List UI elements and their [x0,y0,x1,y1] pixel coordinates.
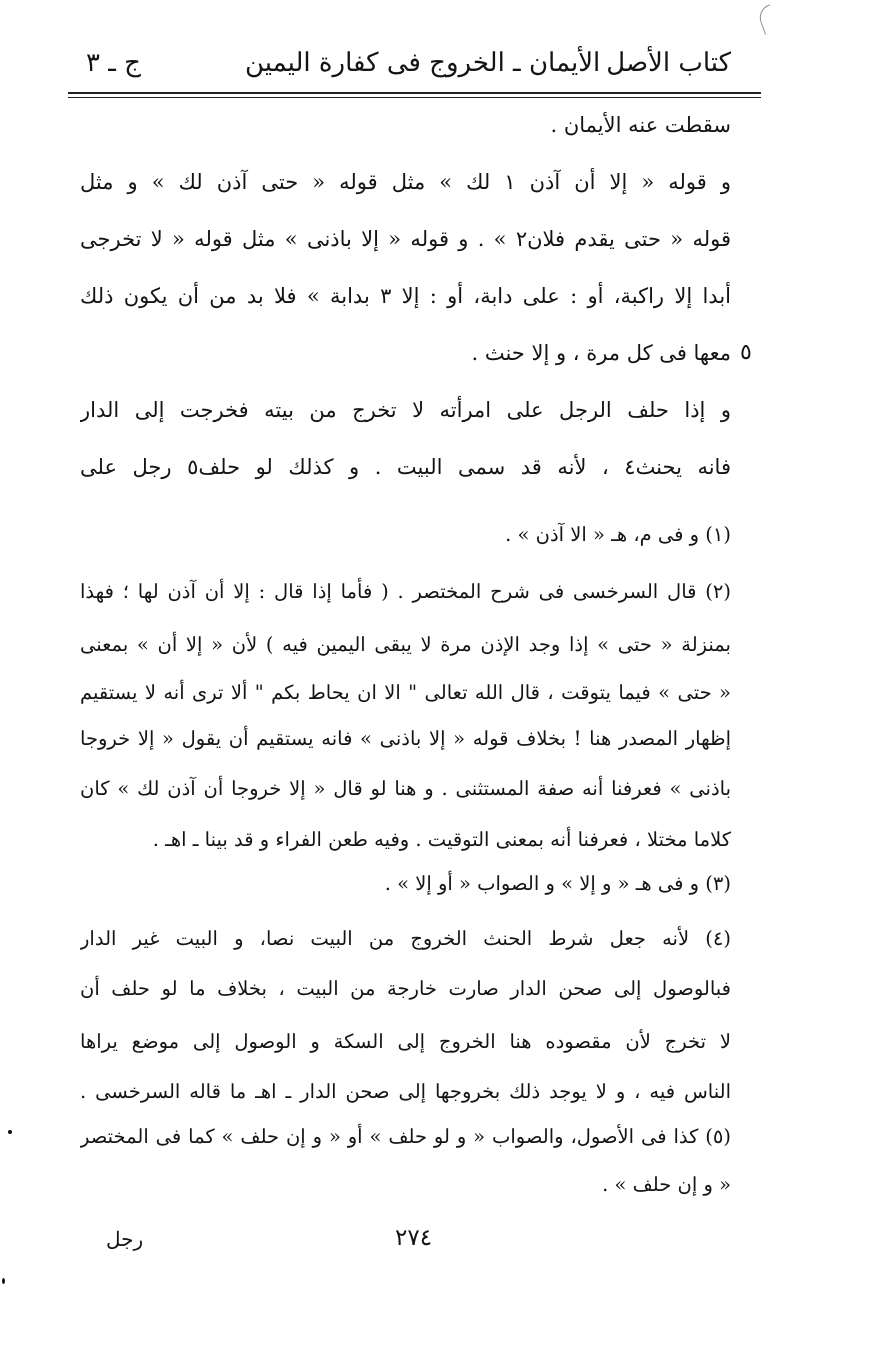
header-rule-thin [68,97,761,98]
line-number-marker: ٥ [740,340,752,365]
running-head-book-title: كتاب الأصل [606,48,731,78]
footnote-line: فبالوصول إلى صحن الدار صارت خارجة من البيت ، بخلاف ما لو حلف أن [80,977,731,1000]
main-text-line: معها فى كل مرة ، و إلا حنث . [471,341,731,365]
footnote-line: (٥) كذا فى الأصول، والصواب « و لو حلف » أو « و إن حلف » كما فى المختصر [80,1125,731,1148]
footnote-line: باذنى » فعرفنا أنه صفة المستثنى . و هنا لو قال « إلا خروجا أن آذن لك » كان [80,777,731,800]
footnote-line: « و إن حلف » . [602,1173,731,1196]
main-text-line: أبدا إلا راكبة، أو : على دابة، أو : إلا ٣ بدابة » فلا بد من أن يكون ذلك [80,284,731,308]
footnote-line: الناس فيه ، و لا يوجد ذلك بخروجها إلى صحن الدار ـ اهـ ما قاله السرخسى . [80,1080,731,1103]
main-text-line: و إذا حلف الرجل على امرأته لا تخرج من بيته فخرجت إلى الدار [80,398,731,422]
main-text-line: قوله « حتى يقدم فلان٢ » . و قوله « إلا باذنى » مثل قوله « لا تخرجى [80,227,731,251]
catchword: رجل [106,1227,144,1251]
page-corner-mark [756,4,779,35]
header-rule [68,92,761,94]
main-text-line: و قوله « إلا أن آذن ١ لك » مثل قوله « حتى آذن لك » و مثل [80,170,731,194]
running-head-volume: ج ـ ٣ [86,48,141,78]
ink-speck [8,1130,12,1134]
main-text-line: فانه يحنث٤ ، لأنه قد سمى البيت . و كذلك لو حلف٥ رجل على [80,455,731,479]
footnote-line: كلاما مختلا ، فعرفنا أنه بمعنى التوقيت . وفيه طعن الفراء و قد بينا ـ اهـ . [152,828,731,851]
footnote-line: (٤) لأنه جعل شرط الحنث الخروج من البيت نصا، و البيت غير الدار [80,927,731,950]
footnote-line: لا تخرج لأن مقصوده هنا الخروج إلى السكة و الوصول إلى موضع يراها [80,1030,731,1053]
footnote-line: (٣) و فى هـ « و إلا » و الصواب « أو إلا » . [384,872,731,895]
ink-speck [2,1278,5,1284]
main-text-line: سقطت عنه الأيمان . [550,113,731,137]
footnote-line: « حتى » فيما يتوقت ، قال الله تعالى " الا ان يحاط بكم " ألا ترى أنه لا يستقيم [80,681,731,704]
footnote-line: (١) و فى م، هـ « الا آذن » . [505,523,731,546]
running-head-chapter-title: الأيمان ـ الخروج فى كفارة اليمين [245,48,601,78]
page-number: ٢٧٤ [395,1225,433,1251]
footnote-line: (٢) قال السرخسى فى شرح المختصر . ( فأما إذا قال : إلا أن آذن لها ؛ فهذا [80,580,731,603]
footnote-line: بمنزلة « حتى » إذا وجد الإذن مرة لا يبقى اليمين فيه ) لأن « إلا أن » بمعنى [80,633,731,656]
footnote-line: إظهار المصدر هنا ! بخلاف قوله « إلا باذنى » فانه يستقيم أن يقول « إلا خروجا [80,727,731,750]
